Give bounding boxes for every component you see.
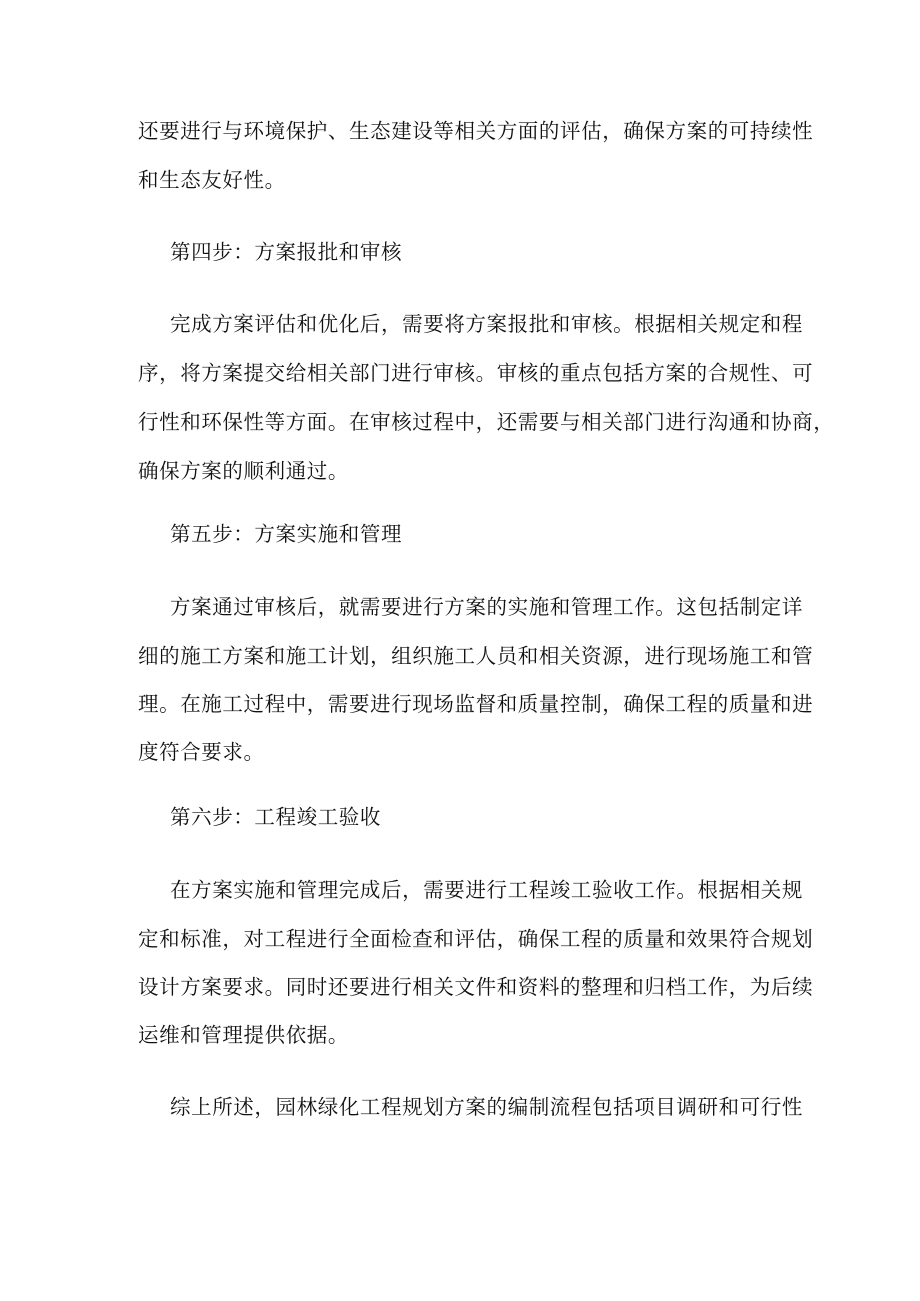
paragraph-line: 设计方案要求。同时还要进行相关文件和资料的整理和归档工作，为后续 <box>138 975 814 999</box>
paragraph-line: 在方案实施和管理完成后，需要进行工程竣工验收工作。根据相关规 <box>170 878 803 902</box>
section-heading: 第六步：工程竣工验收 <box>170 805 381 829</box>
paragraph-line: 理。在施工过程中，需要进行现场监督和质量控制，确保工程的质量和进 <box>138 692 814 716</box>
paragraph-line: 定和标准，对工程进行全面检查和评估，确保工程的质量和效果符合规划 <box>138 927 814 951</box>
paragraph-line: 还要进行与环境保护、生态建设等相关方面的评估，确保方案的可持续性 <box>138 119 814 143</box>
paragraph-line: 运维和管理提供依据。 <box>138 1023 349 1047</box>
section-heading: 第五步：方案实施和管理 <box>170 522 403 546</box>
paragraph-line: 完成方案评估和优化后，需要将方案报批和审核。根据相关规定和程 <box>170 312 803 336</box>
paragraph-line: 和生态友好性。 <box>138 168 286 192</box>
paragraph-line: 度符合要求。 <box>138 740 265 764</box>
paragraph-line: 确保方案的顺利通过。 <box>138 459 349 483</box>
paragraph-line: 方案通过审核后，就需要进行方案的实施和管理工作。这包括制定详 <box>170 595 803 619</box>
paragraph-line: 细的施工方案和施工计划，组织施工人员和相关资源，进行现场施工和管 <box>138 644 814 668</box>
section-heading: 第四步：方案报批和审核 <box>170 240 403 264</box>
paragraph-line: 行性和环保性等方面。在审核过程中，还需要与相关部门进行沟通和协商， <box>138 410 835 434</box>
paragraph-line: 序，将方案提交给相关部门进行审核。审核的重点包括方案的合规性、可 <box>138 361 814 385</box>
paragraph-line: 综上所述，园林绿化工程规划方案的编制流程包括项目调研和可行性 <box>170 1095 803 1119</box>
